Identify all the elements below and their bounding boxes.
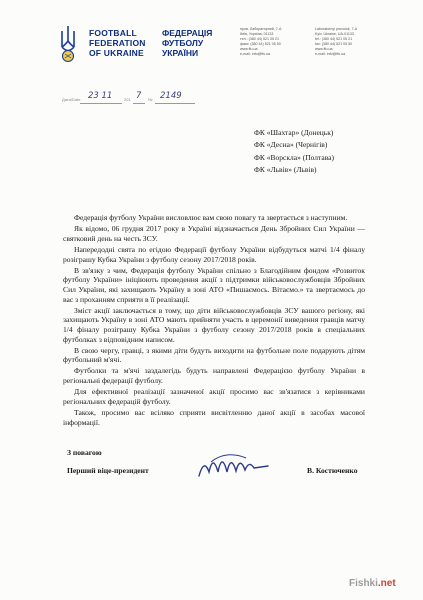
- date-underline: [80, 103, 122, 104]
- year-underline: [133, 103, 145, 104]
- date-handwritten: 23 11: [88, 91, 113, 101]
- recipients-block: [254, 127, 334, 176]
- address-line: e-mail: info@ffu.ua: [315, 52, 346, 57]
- number-underline: [155, 103, 195, 104]
- watermark-tld: .net: [377, 578, 396, 589]
- body-paragraph: Напередодні свята по егідою Федерації футболу України відбудуться матчі 1/4 фіналу розіграшу Кубка України з футболу сезону 2017/2018 років.: [63, 244, 365, 264]
- ffu-crest-logo: [58, 25, 78, 63]
- watermark-name: Fishki: [349, 578, 378, 589]
- letterhead-ua-line: ФУТБОЛУ: [162, 38, 204, 48]
- number-handwritten: 2149: [160, 91, 182, 101]
- address-ua: [240, 27, 281, 58]
- body-paragraph: В свою чергу, гравці, з якими діти будуть виходити на футбольне поле подарують дітям футбольний м'ячі.: [63, 345, 365, 365]
- address-line: www.ffu.ua: [315, 47, 333, 52]
- body-paragraph: В зв'язку з чим, Федерація футболу України спільно з Благодійним фондом «Розвиток футболу України» ініціюють проведення акції з підтримки військовослужбовців Збройних Сил України, які захищають Україну в зоні АТО «Пишаємось. Вітаємо.» та звертаємось до вас з проханням сприяти в її реалізації.: [63, 265, 365, 304]
- letterhead-title-ua: [162, 28, 212, 58]
- letterhead-en-line: FOOTBALL: [89, 28, 137, 38]
- signer-role: Перший віце-президент: [67, 466, 149, 475]
- body-paragraph: Також, просимо вас всіляко сприяти висвітленню даної акції в засобах масової інформації.: [63, 408, 365, 427]
- fishki-watermark: [349, 578, 396, 589]
- closing-phrase: З повагою: [67, 448, 102, 457]
- recipient: ФК «Львів» (Львів): [254, 164, 317, 174]
- letterhead-en-line: OF UKRAINE: [89, 48, 144, 58]
- recipient: ФК «Десна» (Чернігів): [254, 140, 328, 150]
- body-paragraph: Зміст акції заключається в тому, що діти військовослужбовців ЗСУ вашого регіону, які захищають Україну в зоні АТО мають прийняти участь в церемонії виведення гравців матчу 1/4 фіналу розіграшу Кубка України з футболу сезону 2017/2018 років в спеціальних футболках з відповідним написом.: [63, 305, 365, 344]
- number-label: №: [148, 97, 153, 102]
- address-line: Київ, Україна, 01133: [240, 32, 274, 37]
- letterhead-ua-line: УКРАЇНИ: [162, 48, 199, 58]
- recipient: ФК «Шахтар» (Донецьк): [254, 128, 334, 137]
- body-paragraph: Футболки та м'ячі заздалегідь будуть направлені Федерацією футболу України в регіональні федерації футболу.: [63, 366, 365, 386]
- letter-body: [63, 213, 365, 429]
- address-line: www.ffu.ua: [240, 47, 258, 52]
- address-line: факс: (380 44) 521 05 50: [240, 42, 281, 47]
- address-line: Laboratornyi provulok, 7-A: [315, 27, 358, 31]
- letterhead-title-en: [89, 28, 146, 58]
- letterhead-en-line: FEDERATION: [89, 38, 146, 48]
- address-en: [315, 27, 357, 58]
- address-line: пров. Лабораторний, 7-А: [240, 27, 282, 31]
- address-line: Kyiv, Ukraine, UA-01133: [315, 32, 354, 37]
- signer-name: В. Костюченко: [307, 466, 358, 475]
- address-line: fax: (380 44) 521 05 50: [315, 42, 353, 47]
- address-line: tel.: (380 44) 521 05 21: [315, 37, 353, 42]
- body-paragraph: Для ефективної реалізації зазначеної акції просимо вас зв'язатися з керівниками регіональних федерацій футболу.: [63, 387, 365, 406]
- handwritten-signature: [196, 446, 274, 484]
- date-label: Дата/Date: [62, 97, 81, 102]
- recipient: ФК «Ворскла» (Полтава): [254, 152, 334, 162]
- address-line: тел.: (380 44) 521 05 21: [240, 37, 279, 42]
- address-line: e-mail: info@ffu.ua: [240, 52, 271, 57]
- year-label: 201: [124, 97, 131, 102]
- body-paragraph: Федерація футболу України висловлює вам свою повагу та звертається з наступним.: [74, 213, 348, 222]
- year-handwritten: 7: [136, 91, 142, 101]
- body-paragraph: Як відомо, 06 грудня 2017 року в Україні відзначається День Збройних Сил України — святковий день на честь ЗСУ.: [63, 224, 365, 243]
- letterhead-ua-line: ФЕДЕРАЦІЯ: [162, 28, 213, 38]
